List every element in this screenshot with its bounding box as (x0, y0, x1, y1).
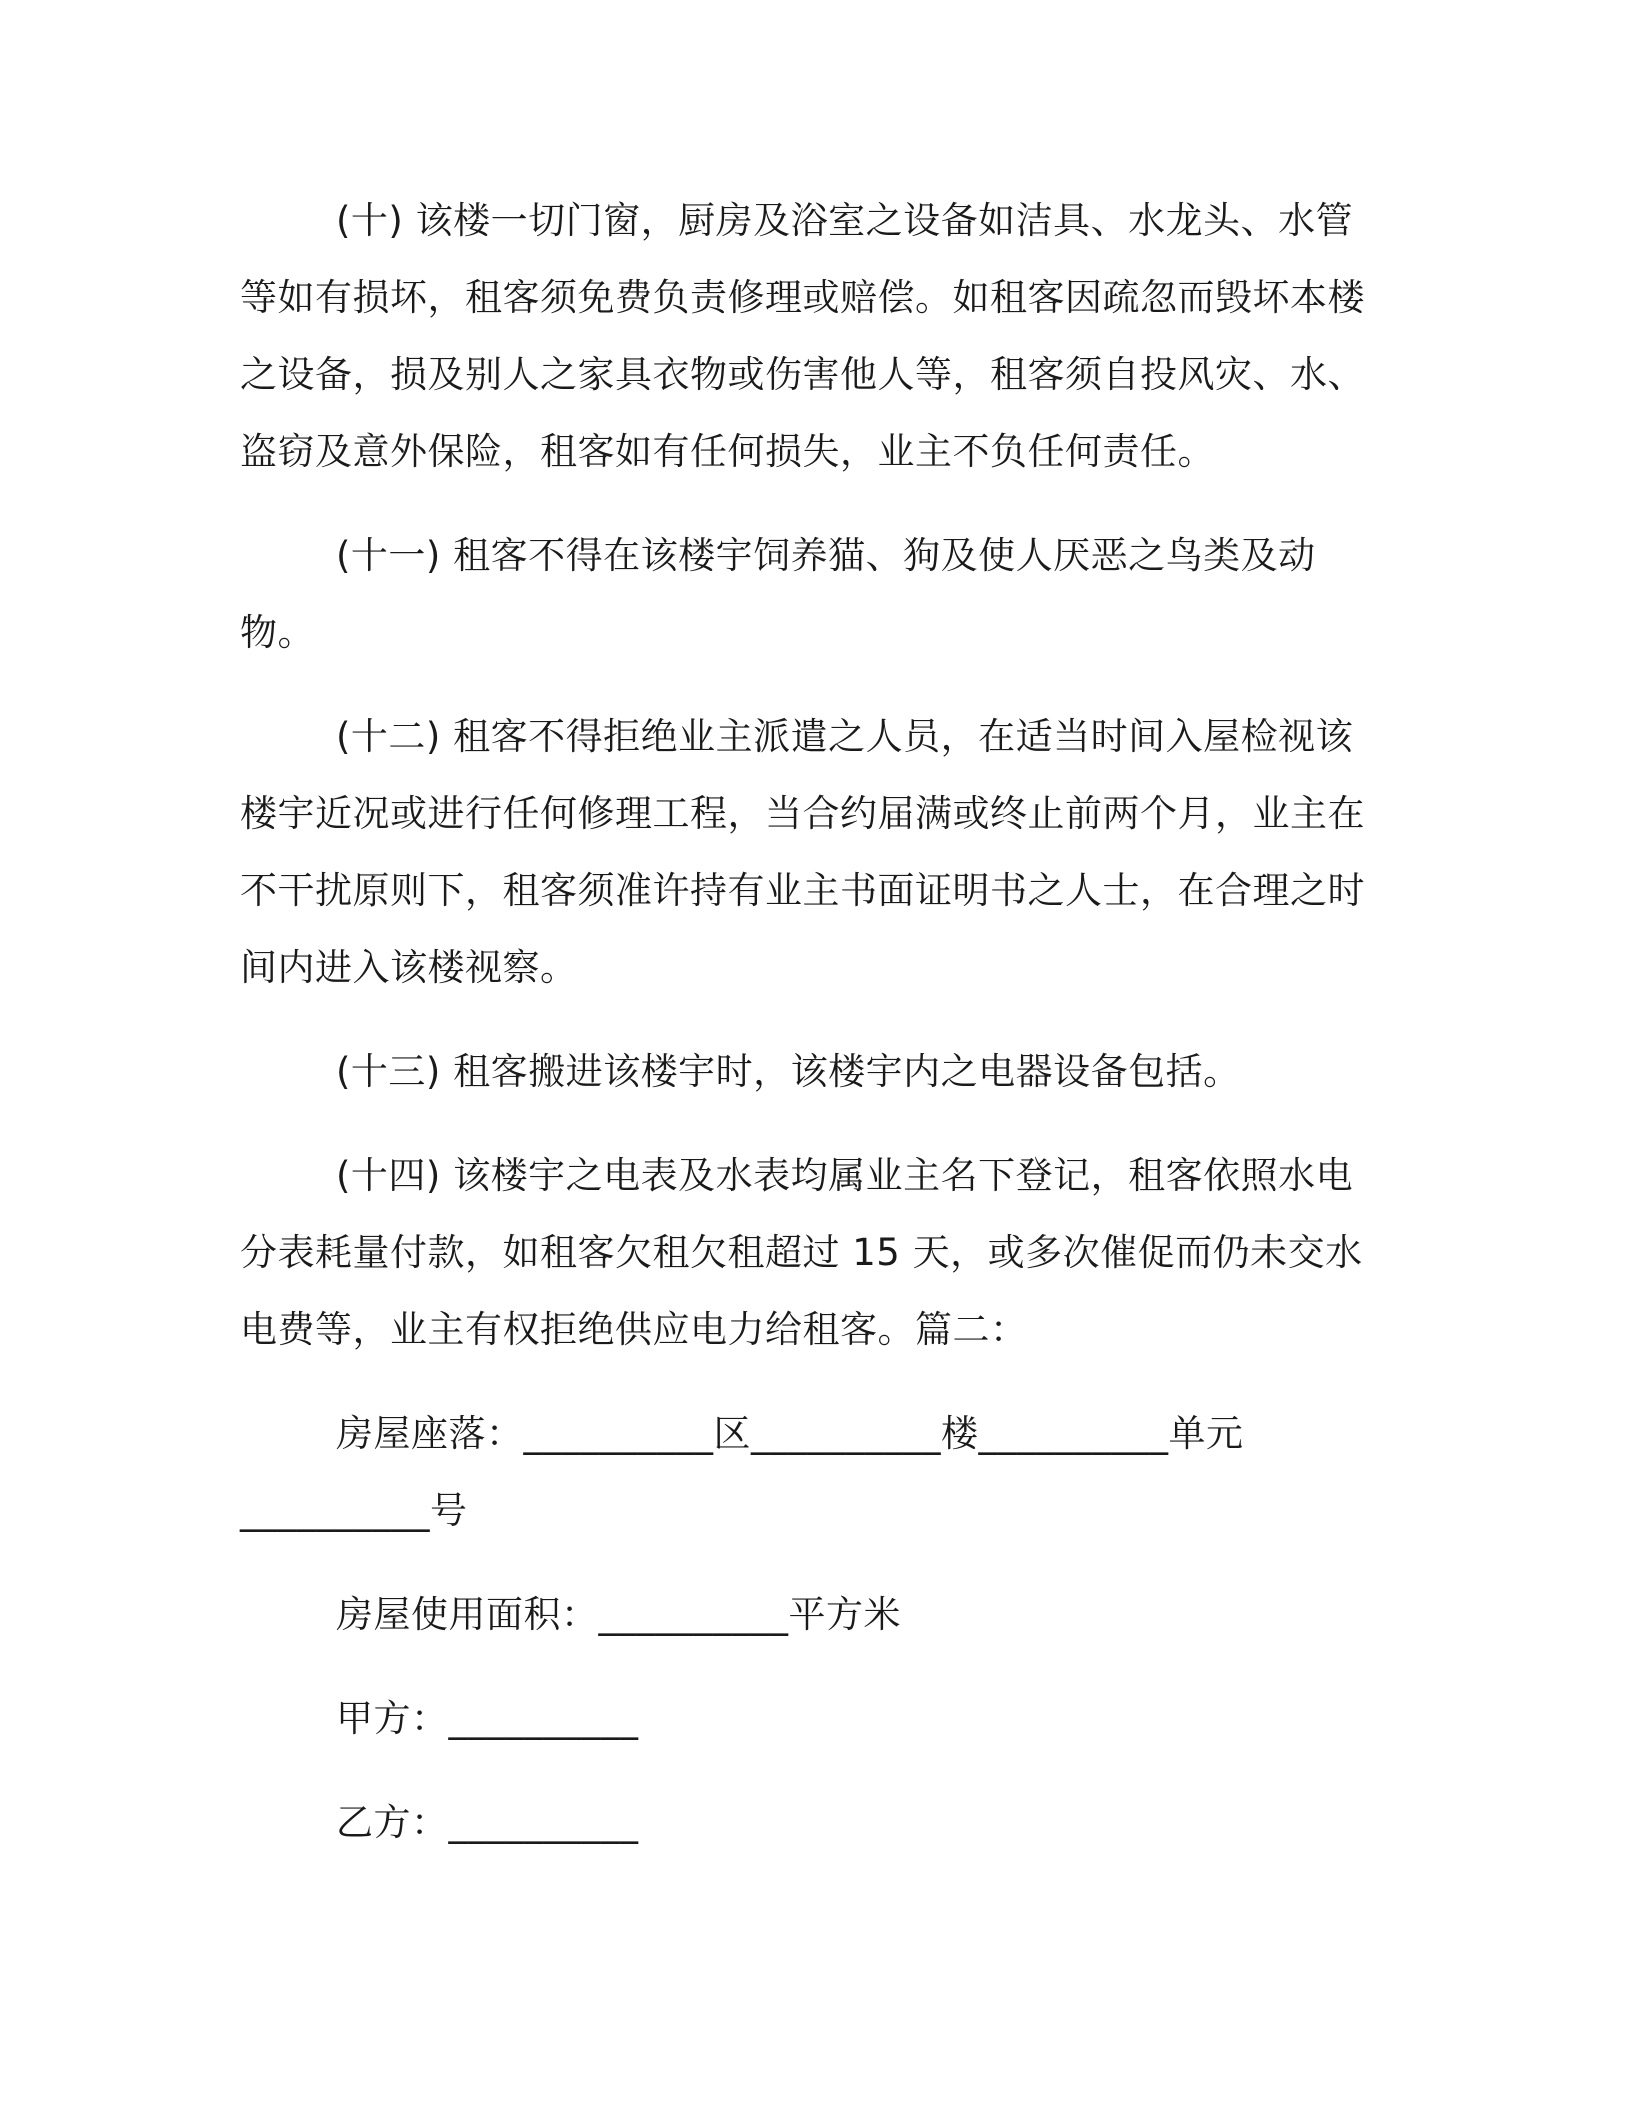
clause-14-paragraph: (十四) 该楼宇之电表及水表均属业主名下登记，租客依照水电分表耗量付款，如租客欠租欠租超过 15 天，或多次催促而仍未交水电费等，业主有权拒绝供应电力给租客。篇二： (240, 1154, 1363, 1351)
clause-10-paragraph: (十) 该楼一切门窗，厨房及浴室之设备如洁具、水龙头、水管等如有损坏，租客须免费负责修理或赔偿。如租客因疏忽而毁坏本楼之设备，损及别人之家具衣物或伤害他人等，租客须自投风灾、水、盗窃及意外保险，租客如有任何损失，业主不负任何责任。 (240, 199, 1365, 473)
clause-12-paragraph: (十二) 租客不得拒绝业主派遣之人员，在适当时间入屋检视该楼宇近况或进行任何修理工程，当合约届满或终止前两个月，业主在不干扰原则下，租客须准许持有业主书面证明书之人士，在合理之时间内进入该楼视察。 (240, 715, 1365, 989)
document-body (240, 182, 1390, 1888)
house-location-field: 房屋座落：__________区__________楼__________单元__________号 (240, 1412, 1244, 1532)
party-b-field: 乙方：__________ (336, 1801, 639, 1844)
house-area-field: 房屋使用面积：__________平方米 (336, 1593, 901, 1636)
party-a-field: 甲方：__________ (336, 1697, 639, 1740)
clause-11-paragraph: (十一) 租客不得在该楼宇饲养猫、狗及使人厌恶之鸟类及动物。 (240, 534, 1316, 654)
clause-13-paragraph: (十三) 租客搬进该楼宇时，该楼宇内之电器设备包括。 (336, 1050, 1241, 1093)
